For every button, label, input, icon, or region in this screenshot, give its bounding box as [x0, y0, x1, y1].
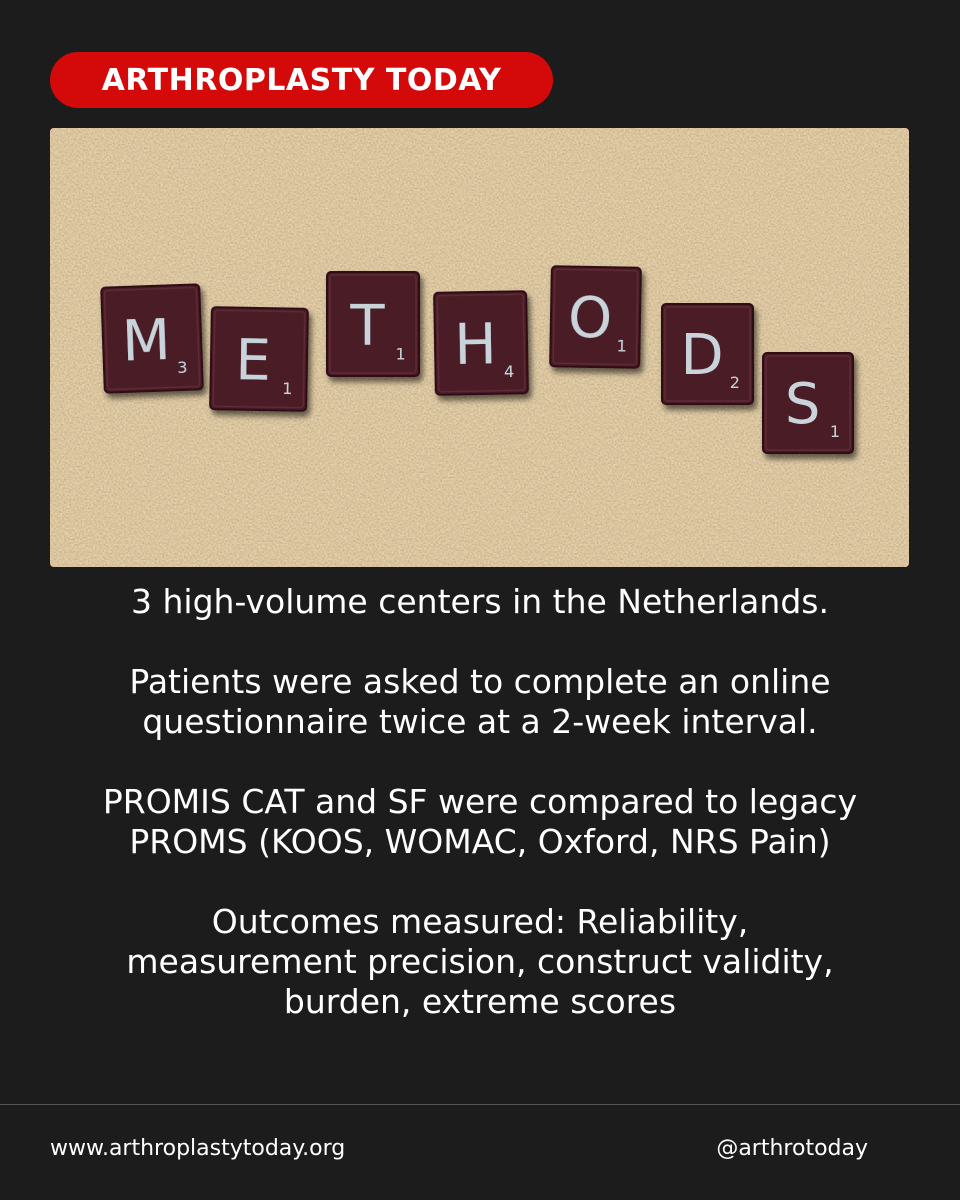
text-line: burden, extreme scores — [283, 982, 677, 1021]
letter-tile-s — [763, 353, 853, 453]
text-line: measurement precision, construct validity, — [126, 942, 834, 981]
paragraph-comparison — [0, 782, 960, 862]
tile-value: 3 — [177, 357, 188, 378]
journal-badge — [50, 52, 553, 108]
letter-tile-d — [662, 304, 753, 404]
journal-title: ARTHROPLASTY TODAY — [101, 62, 502, 98]
methods-photo — [50, 128, 909, 567]
text-line: PROMS (KOOS, WOMAC, Oxford, NRS Pain) — [129, 822, 831, 861]
website-link[interactable]: www.arthroplastytoday.org — [50, 1136, 346, 1161]
tile-value: 1 — [829, 422, 841, 441]
paragraph-outcomes — [0, 902, 960, 1022]
tile-value: 1 — [616, 336, 627, 356]
letter-tile-t — [327, 272, 419, 376]
tile-letter: T — [350, 293, 385, 359]
social-handle-link[interactable]: @arthrotoday — [716, 1136, 868, 1161]
text-line: Patients were asked to complete an online — [129, 662, 831, 701]
text-line: Outcomes measured: Reliability, — [211, 902, 749, 941]
paragraph-centers — [0, 582, 960, 622]
text-line: questionnaire twice at a 2-week interval. — [142, 702, 818, 741]
tile-letter: E — [234, 327, 272, 394]
tile-value: 1 — [395, 344, 406, 364]
tile-letter: H — [453, 312, 498, 378]
letter-tile-h — [434, 291, 528, 395]
letter-tile-e — [210, 307, 308, 411]
paragraph-questionnaire — [0, 662, 960, 742]
methods-text — [0, 582, 960, 1062]
tile-value: 1 — [282, 379, 293, 399]
text-line: PROMIS CAT and SF were compared to legacy — [102, 782, 858, 821]
footer-divider — [0, 1104, 960, 1105]
letter-tile-m — [101, 284, 203, 392]
tile-value: 2 — [729, 373, 740, 392]
letter-tile-o — [550, 266, 641, 368]
tile-letter: S — [784, 372, 821, 437]
tile-letter: O — [567, 285, 613, 352]
tile-letter: D — [680, 323, 724, 388]
tile-letter: M — [120, 307, 172, 375]
text-line: 3 high-volume centers in the Netherlands. — [131, 582, 829, 621]
tile-value: 4 — [503, 362, 515, 382]
